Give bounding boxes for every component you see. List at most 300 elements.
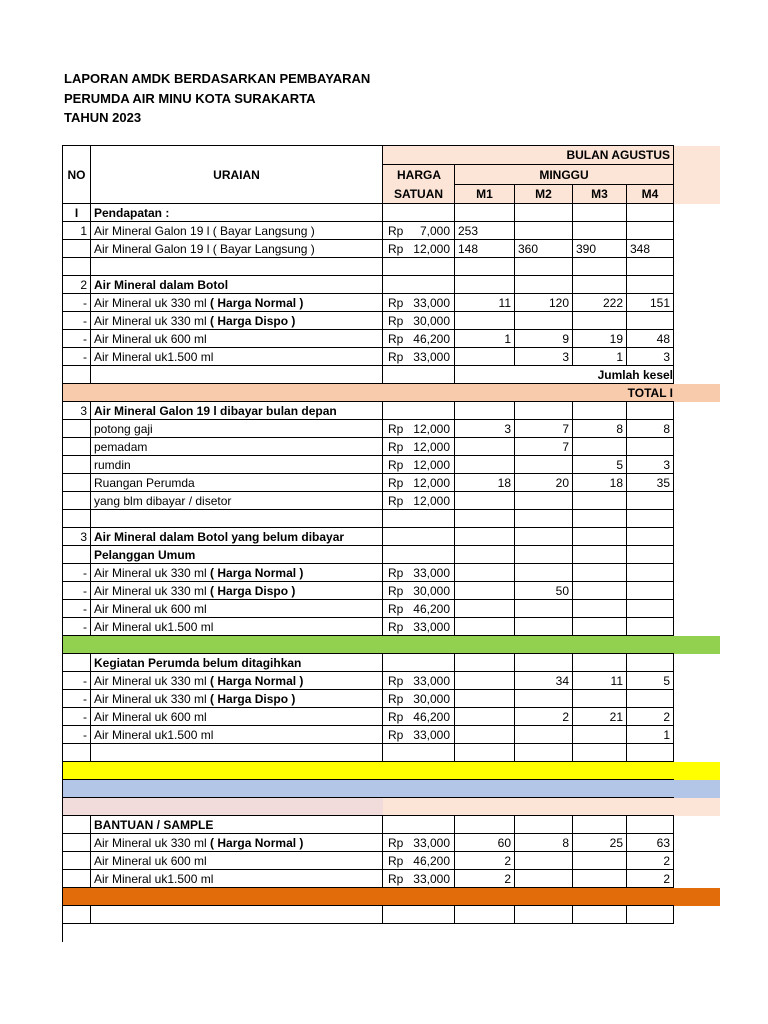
row-m1 (455, 672, 515, 690)
band-dark_orange (63, 888, 720, 906)
header-week-m1: M1 (455, 185, 515, 204)
row-m3: 8 (573, 420, 627, 438)
row-m4: 2 (627, 708, 674, 726)
row-no: - (63, 582, 91, 600)
row-m2 (515, 510, 573, 528)
row-m3 (573, 564, 627, 582)
row-m2: 3 (515, 348, 573, 366)
row-m2: 120 (515, 294, 573, 312)
price-value: 33,000 (413, 620, 450, 634)
row-harga (383, 654, 455, 672)
row-uraian (91, 366, 383, 384)
row-m2 (515, 312, 573, 330)
row-m3: 18 (573, 474, 627, 492)
row-m3 (573, 276, 627, 294)
row-m1 (455, 654, 515, 672)
row-m1 (455, 690, 515, 708)
row-harga (383, 474, 455, 492)
row-harga (383, 528, 455, 546)
price-value: 33,000 (413, 674, 450, 688)
price-value: 46,200 (413, 602, 450, 616)
row-m1 (455, 438, 515, 456)
row-m3 (573, 816, 627, 834)
row-harga (383, 492, 455, 510)
row-harga (383, 726, 455, 744)
row-m3 (573, 618, 627, 636)
row-m1 (455, 528, 515, 546)
currency-label: Rp (388, 476, 404, 490)
row-m1 (455, 744, 515, 762)
row-m3: 21 (573, 708, 627, 726)
row-uraian (91, 330, 383, 348)
row-uraian-text: Pelanggan Umum (94, 548, 196, 562)
row-m2: 8 (515, 834, 573, 852)
row-m4 (627, 258, 674, 276)
row-harga (383, 582, 455, 600)
currency-label: Rp (388, 710, 404, 724)
row-m1: 18 (455, 474, 515, 492)
row-no (63, 366, 91, 384)
row-uraian-text: Air Mineral uk1.500 ml (94, 620, 214, 634)
row-m3 (573, 690, 627, 708)
row-harga (383, 258, 455, 276)
row-harga (383, 744, 455, 762)
row-uraian-suffix: ( Harga Normal ) (206, 566, 304, 580)
row-m3: 25 (573, 834, 627, 852)
price-value: 46,200 (413, 332, 450, 346)
row-m4 (627, 204, 674, 222)
row-m3: 19 (573, 330, 627, 348)
row-m2 (515, 852, 573, 870)
row-m2 (515, 906, 573, 924)
row-m4 (627, 816, 674, 834)
row-uraian (91, 492, 383, 510)
row-no: 2 (63, 276, 91, 294)
row-harga (383, 312, 455, 330)
currency-label: Rp (388, 620, 404, 634)
row-uraian (91, 456, 383, 474)
row-m4 (627, 222, 674, 240)
row-uraian (91, 744, 383, 762)
summary-label: Jumlah kesel (597, 368, 673, 382)
row-no: - (63, 294, 91, 312)
price-value: 12,000 (413, 476, 450, 490)
row-uraian-text: Air Mineral uk 330 ml (94, 674, 207, 688)
row-m1 (455, 618, 515, 636)
row-m4: 2 (627, 870, 674, 888)
row-m4: 1 (627, 726, 674, 744)
row-m2: 34 (515, 672, 573, 690)
row-uraian (91, 654, 383, 672)
row-m4: 48 (627, 330, 674, 348)
row-m1: 2 (455, 852, 515, 870)
row-harga (383, 348, 455, 366)
row-harga (383, 510, 455, 528)
row-no (63, 438, 91, 456)
price-value: 30,000 (413, 314, 450, 328)
row-uraian (91, 276, 383, 294)
row-m1: 3 (455, 420, 515, 438)
row-no (63, 906, 91, 924)
row-no: - (63, 726, 91, 744)
row-harga (383, 222, 455, 240)
band-pink (63, 798, 383, 816)
row-m1: 60 (455, 834, 515, 852)
row-uraian (91, 420, 383, 438)
row-no (63, 492, 91, 510)
row-uraian (91, 438, 383, 456)
row-no: - (63, 708, 91, 726)
currency-label: Rp (388, 728, 404, 742)
row-m4: 348 (627, 240, 674, 258)
row-uraian (91, 690, 383, 708)
row-m3 (573, 312, 627, 330)
row-harga (383, 690, 455, 708)
row-harga (383, 294, 455, 312)
row-m2 (515, 690, 573, 708)
row-uraian-text: pemadam (94, 440, 148, 454)
row-harga (383, 834, 455, 852)
row-uraian-suffix: ( Harga Dispo ) (206, 314, 296, 328)
header-week-m2: M2 (515, 185, 573, 204)
row-m3 (573, 438, 627, 456)
row-m2 (515, 870, 573, 888)
price-value: 33,000 (413, 872, 450, 886)
row-m2 (515, 726, 573, 744)
row-m2: 2 (515, 708, 573, 726)
row-uraian-text: Air Mineral uk 330 ml (94, 692, 207, 706)
row-m4 (627, 312, 674, 330)
price-value: 33,000 (413, 566, 450, 580)
row-uraian-text: Air Mineral uk 330 ml (94, 296, 207, 310)
row-uraian (91, 600, 383, 618)
row-uraian-text: Air Mineral uk1.500 ml (94, 728, 214, 742)
currency-label: Rp (388, 458, 404, 472)
row-no: I (63, 204, 91, 222)
row-no: 1 (63, 222, 91, 240)
row-m4 (627, 492, 674, 510)
row-no (63, 654, 91, 672)
row-uraian-text: Air Mineral uk1.500 ml (94, 350, 214, 364)
row-m2 (515, 528, 573, 546)
header-satuan: SATUAN (383, 185, 455, 204)
row-m2 (515, 402, 573, 420)
row-uraian-text: Air Mineral dalam Botol (94, 278, 229, 292)
row-m3 (573, 528, 627, 546)
currency-label: Rp (388, 422, 404, 436)
row-uraian-suffix: ( Harga Dispo ) (206, 584, 296, 598)
row-m4 (627, 744, 674, 762)
row-uraian (91, 240, 383, 258)
row-uraian-suffix: ( Harga Dispo ) (206, 692, 296, 706)
row-no: - (63, 348, 91, 366)
header-harga: HARGA (397, 168, 441, 182)
row-uraian (91, 672, 383, 690)
row-uraian-text: Air Mineral uk 330 ml (94, 584, 207, 598)
row-uraian-suffix: ( Harga Normal ) (206, 296, 304, 310)
row-uraian-suffix: ( Harga Normal ) (206, 674, 304, 688)
row-harga (383, 618, 455, 636)
row-m2 (515, 564, 573, 582)
row-uraian (91, 402, 383, 420)
row-m2: 20 (515, 474, 573, 492)
row-uraian-text: Kegiatan Perumda belum ditagihkan (94, 656, 302, 670)
row-m1 (455, 726, 515, 744)
row-uraian (91, 906, 383, 924)
row-m1 (455, 582, 515, 600)
row-m4 (627, 654, 674, 672)
row-m1 (455, 204, 515, 222)
row-uraian (91, 204, 383, 222)
row-m4 (627, 582, 674, 600)
row-uraian (91, 348, 383, 366)
currency-label: Rp (388, 854, 404, 868)
price-value: 33,000 (413, 836, 450, 850)
row-no: - (63, 312, 91, 330)
row-harga (383, 708, 455, 726)
row-no (63, 240, 91, 258)
row-m2 (515, 654, 573, 672)
currency-label: Rp (388, 566, 404, 580)
row-m1: 253 (455, 222, 515, 240)
row-m4 (627, 528, 674, 546)
row-harga (383, 438, 455, 456)
row-harga (383, 870, 455, 888)
row-uraian-text: Air Mineral uk 330 ml (94, 836, 207, 850)
price-value: 12,000 (413, 242, 450, 256)
row-uraian (91, 294, 383, 312)
row-m3 (573, 402, 627, 420)
row-no (63, 870, 91, 888)
row-harga (383, 906, 455, 924)
price-value: 30,000 (413, 692, 450, 706)
row-uraian-text: Air Mineral uk 600 ml (94, 854, 207, 868)
row-uraian (91, 564, 383, 582)
price-value: 46,200 (413, 854, 450, 868)
row-m4: 8 (627, 420, 674, 438)
currency-label: Rp (388, 332, 404, 346)
row-m1 (455, 708, 515, 726)
header-minggu: MINGGU (455, 165, 674, 185)
row-m1 (455, 258, 515, 276)
row-harga (383, 672, 455, 690)
row-harga (383, 456, 455, 474)
row-m3 (573, 852, 627, 870)
row-uraian-text: Air Mineral Galon 19 l ( Bayar Langsung ) (94, 242, 315, 256)
row-uraian-text: Air Mineral uk1.500 ml (94, 872, 214, 886)
row-m3 (573, 222, 627, 240)
row-m1 (455, 906, 515, 924)
row-uraian (91, 258, 383, 276)
row-harga (383, 852, 455, 870)
row-m1 (455, 276, 515, 294)
price-value: 12,000 (413, 458, 450, 472)
row-m4: 151 (627, 294, 674, 312)
row-m4 (627, 600, 674, 618)
row-m1 (455, 510, 515, 528)
row-m4 (627, 438, 674, 456)
row-harga (383, 420, 455, 438)
row-m3 (573, 492, 627, 510)
row-m4: 3 (627, 456, 674, 474)
row-uraian (91, 708, 383, 726)
row-uraian-text: Air Mineral uk 330 ml (94, 314, 207, 328)
row-uraian (91, 312, 383, 330)
row-m1 (455, 546, 515, 564)
row-no: - (63, 564, 91, 582)
row-m4 (627, 510, 674, 528)
row-uraian-text: BANTUAN / SAMPLE (94, 818, 214, 832)
row-m4 (627, 402, 674, 420)
row-m2: 7 (515, 420, 573, 438)
row-m4 (627, 564, 674, 582)
header-uraian: URAIAN (91, 146, 383, 204)
row-m3: 222 (573, 294, 627, 312)
row-no: 3 (63, 528, 91, 546)
report-title-line3: TAHUN 2023 (64, 110, 142, 125)
row-uraian-text: Pendapatan : (94, 206, 170, 220)
currency-label: Rp (388, 584, 404, 598)
row-m1 (455, 312, 515, 330)
currency-label: Rp (388, 224, 404, 238)
price-value: 12,000 (413, 440, 450, 454)
row-m4: 3 (627, 348, 674, 366)
row-m1 (455, 492, 515, 510)
row-m1 (455, 564, 515, 582)
row-m3: 1 (573, 348, 627, 366)
row-harga (383, 600, 455, 618)
row-m1: 148 (455, 240, 515, 258)
row-m1: 11 (455, 294, 515, 312)
row-m2 (515, 546, 573, 564)
header-week-m4: M4 (627, 185, 674, 204)
currency-label: Rp (388, 314, 404, 328)
price-value: 12,000 (413, 494, 450, 508)
row-harga (383, 546, 455, 564)
row-uraian-text: Air Mineral dalam Botol yang belum dibayar (94, 530, 345, 544)
currency-label: Rp (388, 872, 404, 886)
row-m3 (573, 204, 627, 222)
band-peach (383, 798, 720, 816)
row-m2 (515, 600, 573, 618)
row-m3 (573, 546, 627, 564)
row-m1 (455, 816, 515, 834)
header-bulan: BULAN AGUSTUS (383, 146, 674, 165)
row-m2: 360 (515, 240, 573, 258)
row-m1: 2 (455, 870, 515, 888)
row-uraian (91, 816, 383, 834)
currency-label: Rp (388, 602, 404, 616)
row-no (63, 546, 91, 564)
row-no: - (63, 600, 91, 618)
row-no: - (63, 618, 91, 636)
row-no: - (63, 690, 91, 708)
row-harga (383, 204, 455, 222)
row-m2 (515, 204, 573, 222)
currency-label: Rp (388, 242, 404, 256)
currency-label: Rp (388, 494, 404, 508)
row-m4: 5 (627, 672, 674, 690)
row-no (63, 456, 91, 474)
price-value: 7,000 (419, 224, 450, 238)
row-no (63, 816, 91, 834)
row-uraian (91, 222, 383, 240)
band-green (63, 636, 720, 654)
row-m4 (627, 906, 674, 924)
row-m2: 50 (515, 582, 573, 600)
band-blue (63, 780, 720, 798)
row-m4 (627, 546, 674, 564)
row-no (63, 420, 91, 438)
report-title-line2: PERUMDA AIR MINU KOTA SURAKARTA (64, 91, 316, 106)
row-uraian-text: Air Mineral uk 330 ml (94, 566, 207, 580)
report-title-line1: LAPORAN AMDK BERDASARKAN PEMBAYARAN (64, 71, 371, 86)
row-uraian (91, 510, 383, 528)
row-uraian-suffix: ( Harga Normal ) (206, 836, 304, 850)
row-uraian-text: Air Mineral uk 600 ml (94, 602, 207, 616)
row-uraian-text: potong gaji (94, 422, 153, 436)
price-value: 46,200 (413, 710, 450, 724)
row-no (63, 744, 91, 762)
row-m3 (573, 258, 627, 276)
row-uraian (91, 546, 383, 564)
row-no: 3 (63, 402, 91, 420)
row-uraian (91, 474, 383, 492)
row-uraian-text: yang blm dibayar / disetor (94, 494, 232, 508)
row-uraian-text: rumdin (94, 458, 131, 472)
row-no: - (63, 330, 91, 348)
row-no (63, 834, 91, 852)
row-m2: 7 (515, 438, 573, 456)
header-week-m3: M3 (573, 185, 627, 204)
row-m1 (455, 402, 515, 420)
row-uraian (91, 870, 383, 888)
row-m4 (627, 690, 674, 708)
row-harga (383, 402, 455, 420)
row-uraian-text: Air Mineral uk 600 ml (94, 710, 207, 724)
currency-label: Rp (388, 836, 404, 850)
row-harga (383, 240, 455, 258)
row-m4 (627, 618, 674, 636)
row-m3 (573, 582, 627, 600)
row-m2 (515, 816, 573, 834)
row-m1 (455, 348, 515, 366)
row-m2 (515, 456, 573, 474)
price-value: 12,000 (413, 422, 450, 436)
row-m1 (455, 456, 515, 474)
row-m1 (455, 600, 515, 618)
row-uraian (91, 834, 383, 852)
row-no (63, 510, 91, 528)
row-harga (383, 564, 455, 582)
row-harga (383, 330, 455, 348)
price-value: 33,000 (413, 350, 450, 364)
row-no: - (63, 672, 91, 690)
summary-label: TOTAL I (627, 386, 673, 400)
row-uraian (91, 528, 383, 546)
row-uraian-text: Air Mineral Galon 19 l dibayar bulan depan (94, 404, 337, 418)
row-m4: 63 (627, 834, 674, 852)
row-no (63, 852, 91, 870)
row-uraian-text: Ruangan Perumda (94, 476, 195, 490)
row-m2: 9 (515, 330, 573, 348)
row-m3 (573, 744, 627, 762)
row-m2 (515, 492, 573, 510)
row-m3 (573, 654, 627, 672)
row-m3 (573, 870, 627, 888)
row-m4 (627, 276, 674, 294)
row-m3 (573, 906, 627, 924)
